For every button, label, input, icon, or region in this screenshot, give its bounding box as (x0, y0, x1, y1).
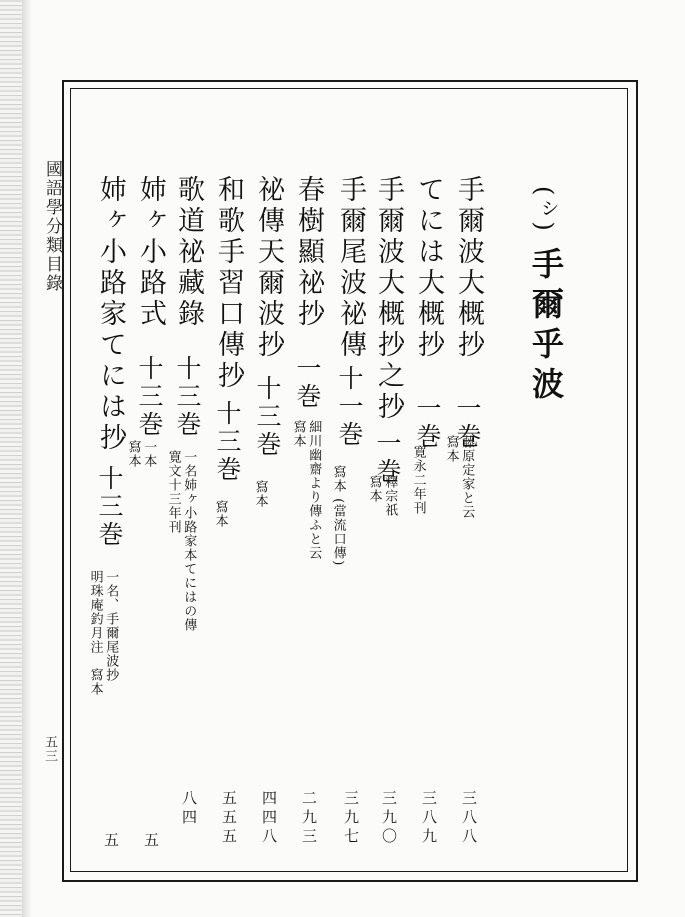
entry-volumes: 十一巻 (335, 365, 364, 449)
scan-page-shadow (22, 0, 32, 917)
entry-volumes: 十三巻 (253, 375, 282, 459)
entry-title: 和歌手習口傳抄 (213, 175, 244, 392)
section-title: 手爾乎波 (527, 247, 565, 407)
entry-volumes: 一巻 (453, 395, 482, 451)
entry-volumes: 十三巻 (95, 465, 124, 549)
entry-note: 釋宗祇 寫本 (366, 475, 398, 517)
entry-page-ref: 三八九 (420, 790, 438, 847)
entry-page-ref: 三九七 (342, 790, 360, 847)
entry-page-ref: 五 (102, 832, 120, 851)
entry-page-ref: 二九三 (300, 790, 318, 847)
section-marker: (ㇱ) (530, 186, 558, 232)
scan-page-edge (0, 0, 22, 917)
entry-page-ref: 五 (142, 832, 160, 851)
entry-note: 細川幽齋より傳ふと云 寫本 (290, 420, 322, 560)
entry-title: 手爾尾波祕傳 (335, 175, 366, 361)
entry-page-ref: 三九〇 (380, 790, 398, 847)
entry-volumes: 十三巻 (135, 355, 164, 439)
entry-title: 祕傳天爾波抄 (253, 175, 284, 361)
entry-title: 手爾波大概抄之抄 (373, 175, 404, 423)
entry-title: てには大概抄 (413, 175, 444, 361)
entry-title: 歌道祕藏錄 (173, 175, 204, 330)
entry-title: 姉ヶ小路家てには抄 (95, 175, 126, 454)
entry-title: 手爾波大概抄 (453, 175, 484, 361)
entry-page-ref: 四四八 (260, 790, 278, 847)
entry-title: 姉ヶ小路式 (135, 175, 166, 330)
entry-volumes: 十三巻 (213, 400, 242, 484)
entry-note: 一名姉ヶ小路家本てにはの傳 寛文十三年刊 (165, 450, 197, 632)
entry-page-ref: 五五五 (220, 790, 238, 847)
entry-note: 寫本 (當流口傳) (330, 465, 346, 567)
entry-note: 寫本 (252, 480, 268, 508)
entry-volumes: 一巻 (293, 355, 322, 411)
entry-note: 寛永二年刊 (410, 445, 426, 515)
page-number: 五三 (42, 735, 57, 763)
entry-note: 寫本 (212, 500, 228, 528)
entry-note: 藤原定家と云 寫本 (443, 435, 475, 519)
entry-note: 一本 寫本 (125, 440, 157, 468)
entry-volumes: 十三巻 (173, 355, 202, 439)
entry-title: 春樹顯祕抄 (293, 175, 324, 330)
entry-volumes: 一巻 (373, 430, 402, 486)
entry-page-ref: 三八八 (460, 790, 478, 847)
entry-page-ref: 八四 (180, 790, 198, 828)
running-header-title: 國語學分類目錄 (42, 160, 62, 293)
entry-volumes: 一巻 (413, 395, 442, 451)
entry-note: 一名、手爾尾波抄 明珠庵釣月注 寫本 (87, 570, 119, 696)
